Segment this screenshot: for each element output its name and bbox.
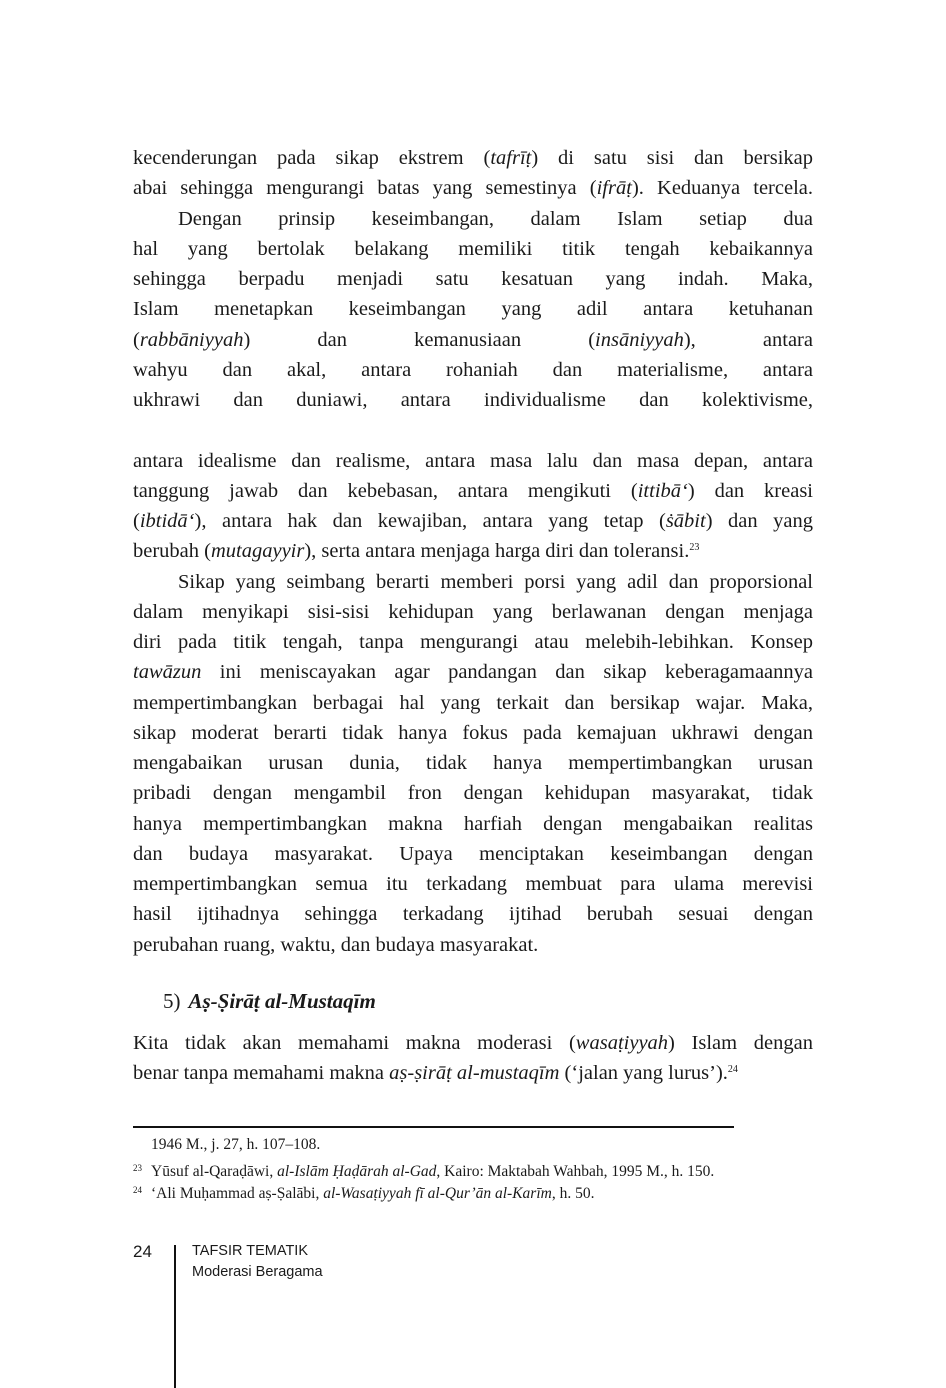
text-run: hasil ijtihadnya sehingga terkadang ijtihad berubah sesuai dengan (133, 903, 813, 926)
text-line (133, 688, 813, 718)
text-run: antara idealisme dan realisme, antara masa lalu dan masa depan, antara (133, 449, 813, 472)
italic-term: ṡābit (665, 510, 706, 533)
italic-term: tafrīṭ (490, 147, 532, 169)
italic-term: mutagayyir (210, 540, 305, 563)
text-line (133, 264, 813, 294)
text-run: Kita tidak akan memahami makna moderasi ( (133, 1032, 576, 1054)
text-line (133, 355, 813, 385)
text-line (133, 778, 813, 808)
italic-term: ifrāṭ (596, 177, 632, 200)
text-run: hal yang bertolak belakang memiliki titik tengah kebaikannya (133, 237, 813, 260)
text-line (133, 930, 813, 960)
text-run: ( (133, 328, 140, 351)
text-run: mempertimbangkan semua itu terkadang membuat para ulama merevisi (133, 873, 813, 896)
text-line (133, 627, 813, 657)
text-line (133, 294, 813, 324)
text-line (133, 325, 813, 355)
book-title: TAFSIR TEMATIK (192, 1243, 309, 1259)
italic-term: aṣ-ṣirāṭ al-mustaqīm (389, 1062, 560, 1085)
text-line (133, 173, 813, 203)
text-run: benar tanpa memahami makna (133, 1062, 390, 1085)
text-run: mempertimbangkan berbagai hal yang terkait dan bersikap wajar. Maka, (133, 691, 813, 714)
text-line (133, 143, 813, 173)
footnote-divider (133, 1126, 734, 1128)
text-line (133, 234, 813, 264)
text-line (133, 1058, 813, 1088)
text-line (133, 748, 813, 778)
text-run: ini meniscayakan agar pandangan dan sikap keberagamaannya (201, 661, 813, 684)
italic-term: rabbāniyyah (139, 328, 244, 351)
text-run: ) dan kreasi (687, 479, 814, 502)
text-line (133, 597, 813, 627)
text-run: tanggung jawab dan kebebasan, antara mengikuti ( (133, 479, 638, 502)
text-run: abai sehingga mengurangi batas yang semestinya ( (133, 177, 597, 200)
text-line (178, 204, 813, 234)
text-run: , h. 50. (551, 1185, 595, 1202)
footnote (133, 1179, 594, 1205)
italic-term: al-Wasaṭiyyah fī al-Qur’ān al-Karīm (323, 1185, 552, 1202)
footnote (133, 1134, 320, 1156)
text-run: ) dan kemanusiaan ( (243, 328, 596, 351)
text-run: ). Keduanya tercela. (631, 177, 813, 200)
text-run: ), serta antara menjaga harga diri dan toleransi. (304, 540, 690, 563)
section-heading (163, 989, 376, 1014)
section-number: 5) (163, 989, 181, 1013)
text-run: , Kairo: Maktabah Wahbah, 1995 M., h. 150. (436, 1162, 715, 1180)
text-run: sikap moderat berarti tidak hanya fokus pada kemajuan ukhrawi dengan (133, 721, 813, 744)
italic-term: wasaṭiyyah (575, 1032, 669, 1054)
text-run: ‘Ali Muḥammad aṣ-Ṣalābi, (151, 1185, 324, 1202)
italic-term: al-Islām Ḥaḍārah al-Gad (277, 1162, 437, 1180)
text-line (133, 839, 813, 869)
text-line (133, 899, 813, 929)
text-run: (‘jalan yang lurus’). (559, 1062, 728, 1085)
footnote-marker: 23 (133, 1162, 142, 1173)
text-line (133, 718, 813, 748)
text-run: ), antara (683, 328, 813, 351)
text-run: wahyu dan akal, antara rohaniah dan materialisme, antara (133, 358, 813, 381)
text-line (133, 1028, 813, 1058)
text-line (133, 385, 813, 415)
page-number: 24 (133, 1242, 152, 1261)
text-line (133, 657, 813, 687)
text-run: Sikap yang seimbang berarti memberi porsi yang adil dan proporsional (178, 570, 813, 593)
text-run: 1946 M., j. 27, h. 107–108. (151, 1136, 321, 1153)
text-run: ( (133, 510, 140, 533)
text-run: dan budaya masyarakat. Upaya menciptakan keseimbangan dengan (133, 842, 813, 865)
footnote-ref: 23 (689, 542, 700, 554)
text-run: perubahan ruang, waktu, dan budaya masyarakat. (133, 933, 539, 956)
text-run: ukhrawi dan duniawi, antara individualisme dan kolektivisme, (133, 389, 813, 411)
text-run: mengabaikan urusan dunia, tidak hanya mempertimbangkan urusan (133, 752, 813, 775)
italic-term: ittibā‘ (637, 479, 688, 502)
italic-term: ibtidā‘ (139, 510, 195, 533)
text-line (133, 506, 813, 536)
text-run: ) dan yang (705, 510, 813, 533)
italic-term: tawāzun (133, 661, 202, 684)
text-run: dalam menyikapi sisi-sisi kehidupan yang berlawanan dengan menjaga (133, 600, 813, 623)
text-run: Yūsuf al-Qaraḍāwi, (151, 1162, 278, 1180)
text-run: Islam menetapkan keseimbangan yang adil antara ketuhanan (133, 298, 813, 321)
text-line (133, 809, 813, 839)
text-run: hanya mempertimbangkan makna harfiah dengan mengabaikan realitas (133, 812, 813, 835)
text-line (133, 446, 813, 476)
text-line (133, 869, 813, 899)
text-run: pribadi dengan mengambil fron dengan kehidupan masyarakat, tidak (133, 782, 813, 805)
italic-term: insāniyyah (595, 328, 684, 351)
text-run: ) Islam dengan (668, 1032, 813, 1054)
footer-divider (174, 1245, 176, 1388)
text-line (133, 536, 813, 566)
text-run: ), antara hak dan kewajiban, antara yang tetap ( (194, 510, 666, 533)
footnote-ref: 24 (727, 1064, 738, 1076)
text-line (178, 567, 813, 597)
text-run: Dengan prinsip keseimbangan, dalam Islam setiap dua (178, 207, 813, 230)
text-line (133, 476, 813, 506)
text-run: diri pada titik tengah, tanpa mengurangi atau melebih-lebihkan. Konsep (133, 631, 813, 654)
book-subtitle: Moderasi Beragama (192, 1264, 323, 1280)
text-run: sehingga berpadu menjadi satu kesatuan yang indah. Maka, (133, 268, 813, 290)
footnote-marker: 24 (133, 1185, 142, 1195)
section-title: Aṣ-Ṣirāṭ al-Mustaqīm (188, 989, 376, 1013)
text-run: kecenderungan pada sikap ekstrem ( (133, 147, 491, 169)
text-run: berubah ( (133, 540, 211, 563)
text-run: ) di satu sisi dan bersikap (531, 147, 813, 169)
